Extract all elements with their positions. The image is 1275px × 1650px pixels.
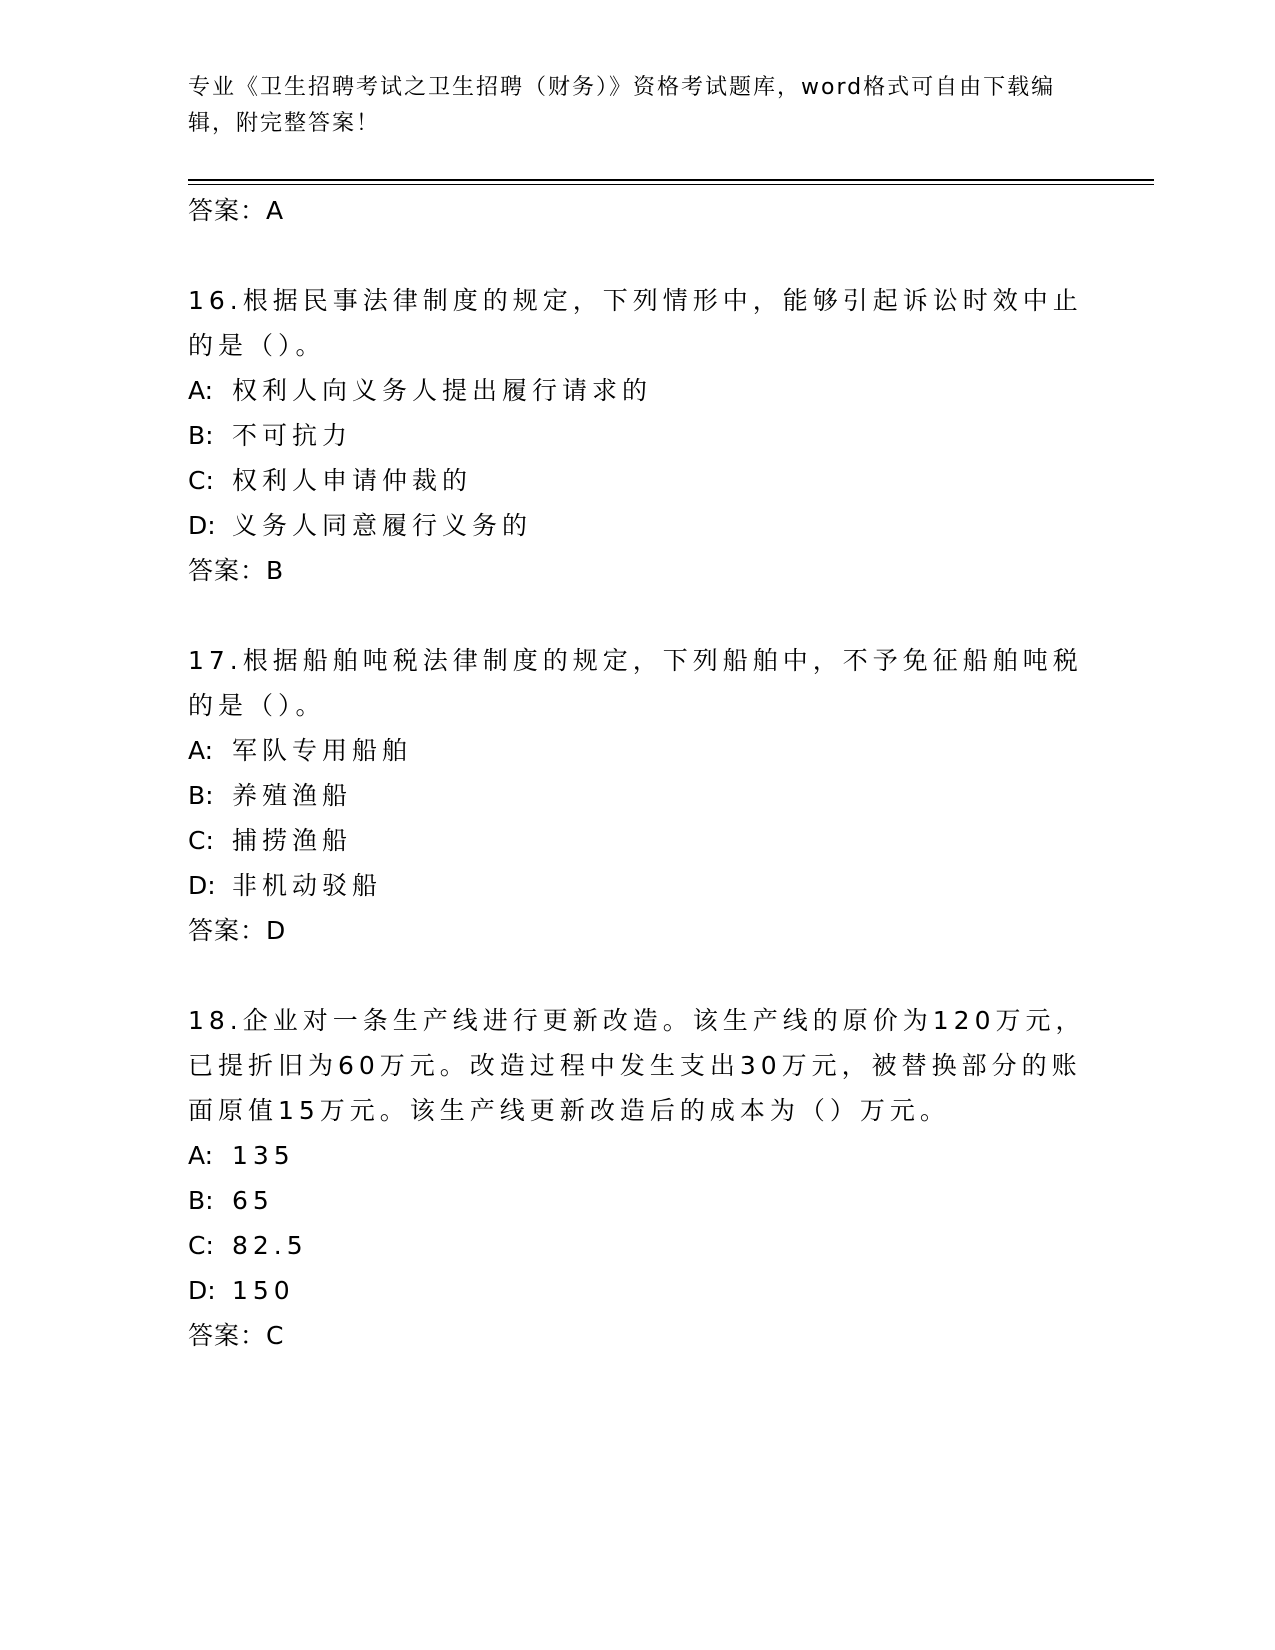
- header-text: 专业《卫生招聘考试之卫生招聘（财务）》资格考试题库，word格式可自由下载编辑，附完整答案！: [188, 75, 1056, 136]
- question-17: [188, 638, 1088, 954]
- option-letter: A:: [188, 736, 214, 765]
- page-header: [188, 70, 1088, 142]
- option-text: 150: [232, 1276, 295, 1305]
- answer-label: 答案：: [188, 556, 267, 585]
- option-d: [188, 1268, 1088, 1313]
- option-d: [188, 503, 1088, 548]
- option-letter: D:: [188, 871, 216, 900]
- question-stem: 16.根据民事法律制度的规定，下列情形中，能够引起诉讼时效中止的是（）。: [188, 286, 1083, 360]
- option-text: 不可抗力: [232, 421, 353, 450]
- option-text: 权利人向义务人提出履行请求的: [232, 376, 653, 405]
- option-c: [188, 818, 1088, 863]
- option-text: 65: [232, 1186, 274, 1215]
- option-b: [188, 1178, 1088, 1223]
- option-letter: B:: [188, 1186, 214, 1215]
- option-c: [188, 458, 1088, 503]
- option-b: [188, 413, 1088, 458]
- option-text: 捕捞渔船: [232, 826, 353, 855]
- answer-line: [188, 548, 1088, 594]
- question-stem: 17.根据船舶吨税法律制度的规定，下列船舶中，不予免征船舶吨税的是（）。: [188, 646, 1083, 720]
- answer-label: 答案：: [188, 916, 267, 945]
- answer-label: 答案：: [188, 1321, 267, 1350]
- option-text: 养殖渔船: [232, 781, 353, 810]
- question-18: [188, 998, 1088, 1359]
- option-text: 义务人同意履行义务的: [232, 511, 533, 540]
- option-text: 非机动驳船: [232, 871, 383, 900]
- option-letter: D:: [188, 511, 216, 540]
- option-letter: C:: [188, 826, 214, 855]
- question-16: [188, 278, 1088, 594]
- answer-label: 答案：: [188, 196, 267, 225]
- option-letter: D:: [188, 1276, 216, 1305]
- option-text: 82.5: [232, 1231, 308, 1260]
- option-b: [188, 773, 1088, 818]
- answer-value: A: [266, 196, 285, 225]
- option-letter: A:: [188, 1141, 214, 1170]
- option-c: [188, 1223, 1088, 1268]
- document-body: [188, 188, 1088, 1359]
- option-a: [188, 1133, 1088, 1178]
- option-a: [188, 728, 1088, 773]
- option-letter: B:: [188, 421, 214, 450]
- option-d: [188, 863, 1088, 908]
- option-a: [188, 368, 1088, 413]
- option-letter: B:: [188, 781, 214, 810]
- header-divider-thin: [188, 184, 1154, 185]
- header-divider-thick: [188, 179, 1154, 181]
- option-letter: A:: [188, 376, 214, 405]
- option-letter: C:: [188, 1231, 214, 1260]
- option-letter: C:: [188, 466, 214, 495]
- answer-line: [188, 908, 1088, 954]
- answer-value: D: [266, 916, 287, 945]
- question-stem: 18.企业对一条生产线进行更新改造。该生产线的原价为120万元，已提折旧为60万元。改造过程中发生支出30万元，被替换部分的账面原值15万元。该生产线更新改造后的成本为（）万元。: [188, 1006, 1086, 1125]
- answer-value: C: [266, 1321, 285, 1350]
- answer-line: [188, 188, 1088, 234]
- answer-line: [188, 1313, 1088, 1359]
- option-text: 军队专用船舶: [232, 736, 413, 765]
- answer-value: B: [266, 556, 285, 585]
- option-text: 权利人申请仲裁的: [232, 466, 473, 495]
- option-text: 135: [232, 1141, 295, 1170]
